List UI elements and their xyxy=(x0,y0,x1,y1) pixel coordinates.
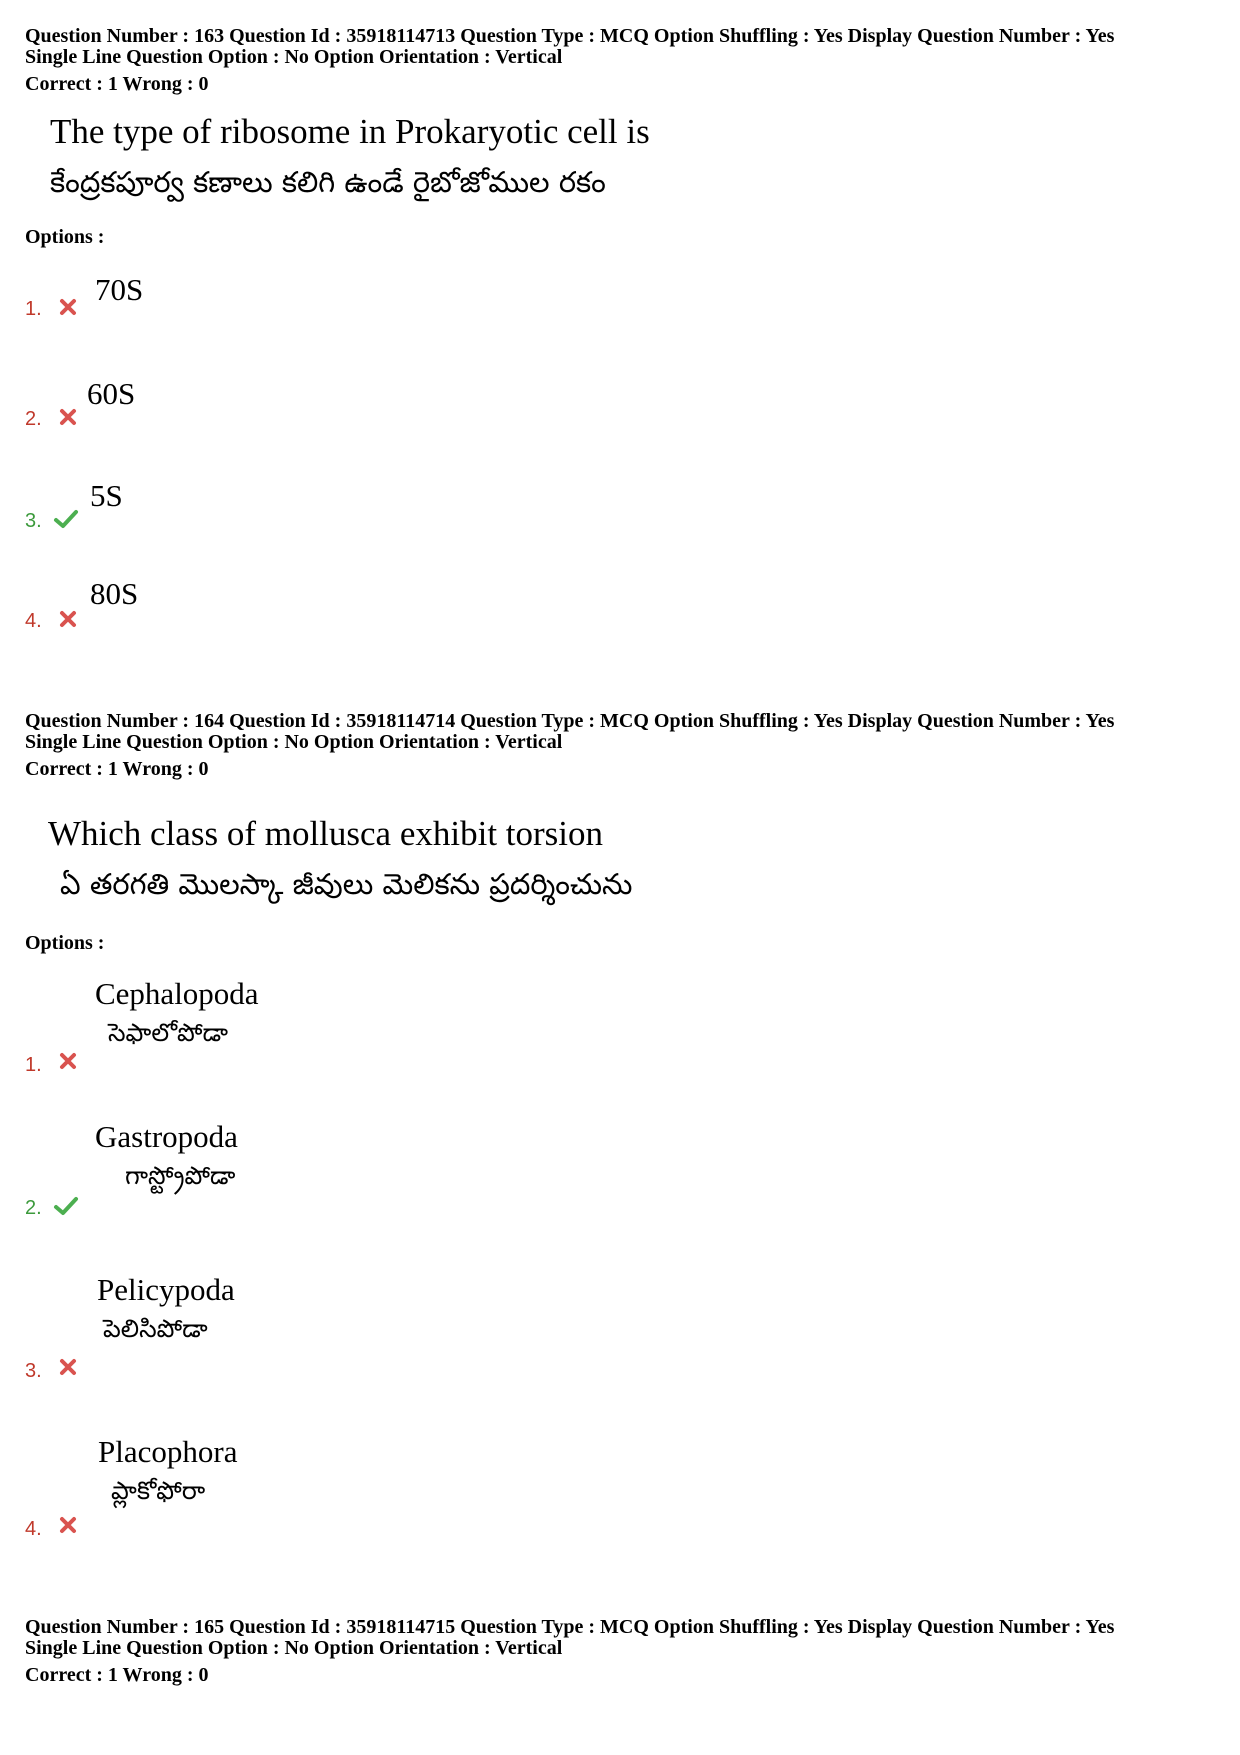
cross-icon xyxy=(57,1356,79,1378)
question-text xyxy=(50,112,650,202)
option-text-english: 60S xyxy=(87,376,136,411)
cross-icon xyxy=(57,1514,79,1536)
cross-icon xyxy=(57,406,79,428)
option-number: 1. xyxy=(25,298,42,320)
option-text-english: Gastropoda xyxy=(95,1119,238,1154)
option-number: 1. xyxy=(25,1054,42,1076)
option-number: 4. xyxy=(25,610,42,632)
cross-icon xyxy=(57,1050,79,1072)
option-text-english: Placophora xyxy=(98,1434,238,1469)
question-text xyxy=(48,814,632,904)
option-number: 2. xyxy=(25,1197,42,1219)
check-icon xyxy=(53,1195,79,1217)
options-label: Options : xyxy=(25,932,105,954)
question-text-telugu: కేంద్రకపూర్వ కణాలు కలిగి ఉండే రైబోజోముల రకం xyxy=(50,165,606,199)
question-meta-line2: Single Line Question Option : No Option Orientation : Vertical xyxy=(25,731,563,753)
option-text-english: 70S xyxy=(95,272,144,307)
check-icon xyxy=(53,508,79,530)
options-label: Options : xyxy=(25,226,105,248)
cross-icon xyxy=(57,296,79,318)
question-text-english: Which class of mollusca exhibit torsion xyxy=(48,814,604,853)
option-number: 4. xyxy=(25,1518,42,1540)
option-number: 2. xyxy=(25,408,42,430)
cross-icon xyxy=(57,608,79,630)
option-number: 3. xyxy=(25,1360,42,1382)
question-marks: Correct : 1 Wrong : 0 xyxy=(25,73,209,95)
question-text-telugu: ఏ తరగతి మొలస్కా జీవులు మెలికను ప్రదర్శించును xyxy=(60,867,633,901)
question-meta-line1: Question Number : 163 Question Id : 35918114713 Question Type : MCQ Option Shuffling : Yes Display Question Number : Yes xyxy=(25,25,1115,47)
question-meta-line1: Question Number : 164 Question Id : 35918114714 Question Type : MCQ Option Shuffling : Yes Display Question Number : Yes xyxy=(25,710,1115,732)
option-text-english: 5S xyxy=(90,478,123,513)
question-meta-line1: Question Number : 165 Question Id : 35918114715 Question Type : MCQ Option Shuffling : Yes Display Question Number : Yes xyxy=(25,1616,1115,1638)
option-text-telugu: గాస్ట్రోపోడా xyxy=(125,1161,236,1190)
question-header xyxy=(25,26,1215,95)
question-marks: Correct : 1 Wrong : 0 xyxy=(25,758,209,780)
option-number: 3. xyxy=(25,510,42,532)
question-marks: Correct : 1 Wrong : 0 xyxy=(25,1664,209,1686)
question-meta-line2: Single Line Question Option : No Option Orientation : Vertical xyxy=(25,46,563,68)
option-text-telugu: ప్లాకోఫోరా xyxy=(111,1476,206,1505)
option-text-telugu: సెఫాలోపోడా xyxy=(108,1018,229,1047)
option-text-telugu: పెలిసిపోడా xyxy=(103,1314,208,1343)
question-header xyxy=(25,711,1215,780)
question-meta-line2: Single Line Question Option : No Option Orientation : Vertical xyxy=(25,1637,563,1659)
option-text-english: Pelicypoda xyxy=(97,1272,235,1307)
option-text-english: Cephalopoda xyxy=(95,976,259,1011)
question-header xyxy=(25,1617,1215,1686)
question-text-english: The type of ribosome in Prokaryotic cell is xyxy=(50,112,650,151)
option-text-english: 80S xyxy=(90,576,139,611)
